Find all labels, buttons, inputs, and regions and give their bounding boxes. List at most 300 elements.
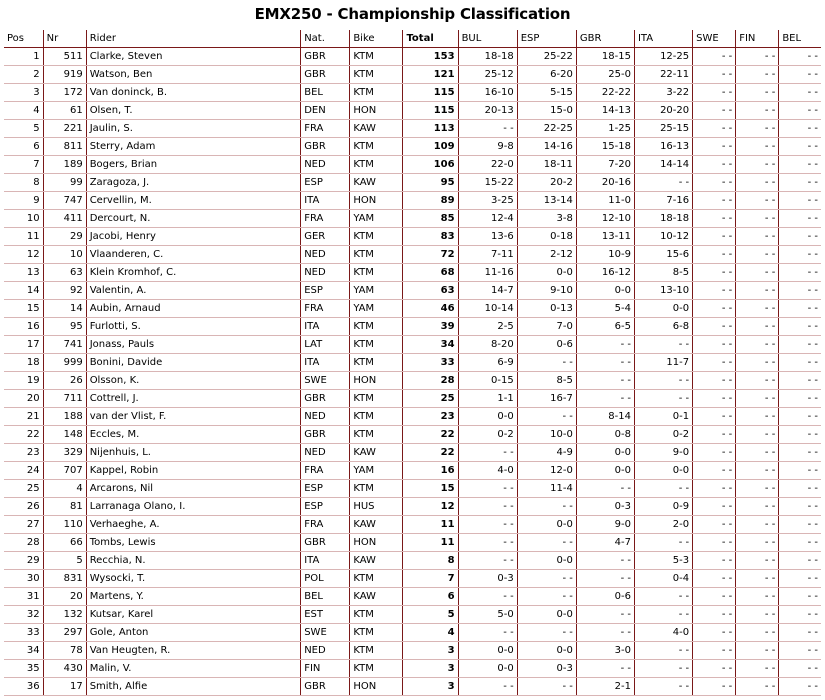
cell-fin: - - xyxy=(736,336,779,354)
table-row xyxy=(4,498,821,516)
cell-pos: 15 xyxy=(4,300,43,318)
cell-rider: Bonini, Davide xyxy=(86,354,301,372)
cell-nat: GBR xyxy=(301,138,350,156)
cell-bul: - - xyxy=(458,678,517,696)
cell-gbr: 9-0 xyxy=(576,516,634,534)
cell-bul: 0-3 xyxy=(458,570,517,588)
cell-bike: YAM xyxy=(350,282,403,300)
cell-rider: Bogers, Brian xyxy=(86,156,301,174)
cell-esp: - - xyxy=(517,570,576,588)
cell-nr: 92 xyxy=(43,282,86,300)
cell-pos: 32 xyxy=(4,606,43,624)
cell-gbr: 16-12 xyxy=(576,264,634,282)
cell-bike: KTM xyxy=(350,642,403,660)
cell-bel: - - xyxy=(779,318,821,336)
table-row xyxy=(4,66,821,84)
cell-bel: - - xyxy=(779,678,821,696)
cell-swe: - - xyxy=(693,372,736,390)
cell-rider: Wysocki, T. xyxy=(86,570,301,588)
cell-bul: - - xyxy=(458,624,517,642)
table-row xyxy=(4,102,821,120)
cell-esp: 5-15 xyxy=(517,84,576,102)
cell-esp: - - xyxy=(517,678,576,696)
cell-gbr: - - xyxy=(576,480,634,498)
table-row xyxy=(4,318,821,336)
cell-bul: - - xyxy=(458,498,517,516)
cell-fin: - - xyxy=(736,606,779,624)
cell-total: 16 xyxy=(403,462,458,480)
cell-bul: 3-25 xyxy=(458,192,517,210)
cell-nat: FRA xyxy=(301,462,350,480)
cell-bike: HON xyxy=(350,102,403,120)
cell-nat: GBR xyxy=(301,426,350,444)
cell-esp: 20-2 xyxy=(517,174,576,192)
page-title: EMX250 - Championship Classification xyxy=(254,5,571,23)
cell-bike: KAW xyxy=(350,516,403,534)
cell-bel: - - xyxy=(779,102,821,120)
cell-bul: 22-0 xyxy=(458,156,517,174)
cell-bike: HUS xyxy=(350,498,403,516)
cell-nr: 172 xyxy=(43,84,86,102)
cell-bike: KTM xyxy=(350,84,403,102)
cell-nr: 63 xyxy=(43,264,86,282)
cell-fin: - - xyxy=(736,282,779,300)
cell-total: 12 xyxy=(403,498,458,516)
cell-ita: 18-18 xyxy=(634,210,692,228)
cell-total: 5 xyxy=(403,606,458,624)
cell-rider: Kutsar, Karel xyxy=(86,606,301,624)
cell-gbr: 25-0 xyxy=(576,66,634,84)
cell-rider: Nijenhuis, L. xyxy=(86,444,301,462)
cell-bel: - - xyxy=(779,660,821,678)
column-header-bike: Bike xyxy=(350,30,403,48)
cell-fin: - - xyxy=(736,660,779,678)
cell-nr: 110 xyxy=(43,516,86,534)
cell-bel: - - xyxy=(779,588,821,606)
cell-bike: KTM xyxy=(350,660,403,678)
cell-pos: 34 xyxy=(4,642,43,660)
cell-bel: - - xyxy=(779,174,821,192)
cell-pos: 14 xyxy=(4,282,43,300)
cell-rider: Smith, Alfie xyxy=(86,678,301,696)
column-header-nat: Nat. xyxy=(301,30,350,48)
cell-gbr: 6-5 xyxy=(576,318,634,336)
cell-fin: - - xyxy=(736,300,779,318)
cell-rider: Martens, Y. xyxy=(86,588,301,606)
cell-esp: 15-0 xyxy=(517,102,576,120)
cell-swe: - - xyxy=(693,462,736,480)
cell-nat: ITA xyxy=(301,318,350,336)
cell-gbr: - - xyxy=(576,354,634,372)
cell-pos: 16 xyxy=(4,318,43,336)
cell-gbr: 0-6 xyxy=(576,588,634,606)
cell-pos: 22 xyxy=(4,426,43,444)
cell-total: 6 xyxy=(403,588,458,606)
cell-nr: 711 xyxy=(43,390,86,408)
cell-swe: - - xyxy=(693,192,736,210)
cell-nr: 511 xyxy=(43,48,86,66)
cell-fin: - - xyxy=(736,534,779,552)
cell-ita: 7-16 xyxy=(634,192,692,210)
cell-gbr: 5-4 xyxy=(576,300,634,318)
cell-ita: 5-3 xyxy=(634,552,692,570)
cell-bel: - - xyxy=(779,210,821,228)
cell-nr: 78 xyxy=(43,642,86,660)
cell-ita: 2-0 xyxy=(634,516,692,534)
cell-total: 115 xyxy=(403,102,458,120)
table-row xyxy=(4,588,821,606)
cell-bul: - - xyxy=(458,120,517,138)
cell-swe: - - xyxy=(693,426,736,444)
cell-swe: - - xyxy=(693,84,736,102)
cell-bel: - - xyxy=(779,534,821,552)
cell-swe: - - xyxy=(693,408,736,426)
cell-pos: 2 xyxy=(4,66,43,84)
cell-bel: - - xyxy=(779,264,821,282)
cell-swe: - - xyxy=(693,336,736,354)
cell-nat: ESP xyxy=(301,480,350,498)
table-row xyxy=(4,624,821,642)
cell-total: 39 xyxy=(403,318,458,336)
cell-swe: - - xyxy=(693,48,736,66)
cell-nat: NED xyxy=(301,156,350,174)
cell-pos: 26 xyxy=(4,498,43,516)
cell-nat: ITA xyxy=(301,552,350,570)
cell-esp: 2-12 xyxy=(517,246,576,264)
cell-fin: - - xyxy=(736,516,779,534)
cell-pos: 5 xyxy=(4,120,43,138)
cell-ita: 6-8 xyxy=(634,318,692,336)
cell-bul: - - xyxy=(458,516,517,534)
cell-rider: Zaragoza, J. xyxy=(86,174,301,192)
cell-swe: - - xyxy=(693,354,736,372)
cell-bike: KAW xyxy=(350,552,403,570)
table-row xyxy=(4,516,821,534)
cell-swe: - - xyxy=(693,282,736,300)
cell-rider: Jacobi, Henry xyxy=(86,228,301,246)
cell-total: 11 xyxy=(403,516,458,534)
cell-ita: 9-0 xyxy=(634,444,692,462)
cell-bul: 13-6 xyxy=(458,228,517,246)
cell-ita: 0-4 xyxy=(634,570,692,588)
cell-swe: - - xyxy=(693,210,736,228)
cell-rider: Valentin, A. xyxy=(86,282,301,300)
cell-ita: - - xyxy=(634,480,692,498)
cell-swe: - - xyxy=(693,606,736,624)
table-row xyxy=(4,246,821,264)
cell-bel: - - xyxy=(779,156,821,174)
cell-bike: KAW xyxy=(350,444,403,462)
cell-bike: KTM xyxy=(350,228,403,246)
cell-pos: 33 xyxy=(4,624,43,642)
cell-rider: Kappel, Robin xyxy=(86,462,301,480)
cell-gbr: 0-0 xyxy=(576,444,634,462)
cell-pos: 4 xyxy=(4,102,43,120)
cell-esp: - - xyxy=(517,588,576,606)
table-row xyxy=(4,354,821,372)
cell-esp: 4-9 xyxy=(517,444,576,462)
cell-fin: - - xyxy=(736,48,779,66)
cell-bul: 0-2 xyxy=(458,426,517,444)
cell-swe: - - xyxy=(693,228,736,246)
cell-ita: 15-6 xyxy=(634,246,692,264)
table-row xyxy=(4,534,821,552)
table-row xyxy=(4,48,821,66)
cell-pos: 11 xyxy=(4,228,43,246)
cell-total: 23 xyxy=(403,408,458,426)
cell-nat: FRA xyxy=(301,120,350,138)
cell-total: 72 xyxy=(403,246,458,264)
cell-esp: 12-0 xyxy=(517,462,576,480)
cell-bul: 5-0 xyxy=(458,606,517,624)
cell-nat: ESP xyxy=(301,174,350,192)
cell-esp: 11-4 xyxy=(517,480,576,498)
cell-gbr: - - xyxy=(576,552,634,570)
cell-gbr: - - xyxy=(576,390,634,408)
cell-bel: - - xyxy=(779,228,821,246)
header-row xyxy=(4,30,821,48)
cell-bul: 6-9 xyxy=(458,354,517,372)
cell-nr: 132 xyxy=(43,606,86,624)
cell-esp: 18-11 xyxy=(517,156,576,174)
cell-ita: 25-15 xyxy=(634,120,692,138)
cell-nr: 81 xyxy=(43,498,86,516)
cell-pos: 24 xyxy=(4,462,43,480)
cell-bul: 0-0 xyxy=(458,408,517,426)
cell-nr: 297 xyxy=(43,624,86,642)
cell-swe: - - xyxy=(693,516,736,534)
cell-total: 106 xyxy=(403,156,458,174)
cell-total: 34 xyxy=(403,336,458,354)
cell-bel: - - xyxy=(779,66,821,84)
cell-swe: - - xyxy=(693,66,736,84)
cell-bel: - - xyxy=(779,138,821,156)
cell-swe: - - xyxy=(693,318,736,336)
cell-bike: YAM xyxy=(350,300,403,318)
table-row xyxy=(4,552,821,570)
cell-pos: 35 xyxy=(4,660,43,678)
cell-nr: 4 xyxy=(43,480,86,498)
column-header-swe: SWE xyxy=(693,30,736,48)
cell-nr: 811 xyxy=(43,138,86,156)
cell-gbr: 0-8 xyxy=(576,426,634,444)
cell-nat: EST xyxy=(301,606,350,624)
cell-total: 33 xyxy=(403,354,458,372)
cell-ita: 10-12 xyxy=(634,228,692,246)
cell-fin: - - xyxy=(736,192,779,210)
cell-nat: NED xyxy=(301,642,350,660)
cell-nr: 919 xyxy=(43,66,86,84)
cell-total: 25 xyxy=(403,390,458,408)
cell-bike: KTM xyxy=(350,66,403,84)
cell-fin: - - xyxy=(736,408,779,426)
cell-bike: KTM xyxy=(350,390,403,408)
cell-nr: 741 xyxy=(43,336,86,354)
cell-fin: - - xyxy=(736,264,779,282)
cell-bul: 25-12 xyxy=(458,66,517,84)
cell-bike: KTM xyxy=(350,246,403,264)
table-row xyxy=(4,570,821,588)
cell-pos: 13 xyxy=(4,264,43,282)
cell-gbr: 18-15 xyxy=(576,48,634,66)
cell-swe: - - xyxy=(693,174,736,192)
cell-nat: GBR xyxy=(301,390,350,408)
cell-rider: Aubin, Arnaud xyxy=(86,300,301,318)
cell-pos: 36 xyxy=(4,678,43,696)
cell-pos: 20 xyxy=(4,390,43,408)
table-body xyxy=(4,48,821,696)
cell-esp: - - xyxy=(517,354,576,372)
cell-total: 115 xyxy=(403,84,458,102)
cell-gbr: 14-13 xyxy=(576,102,634,120)
table-row xyxy=(4,156,821,174)
cell-nr: 29 xyxy=(43,228,86,246)
cell-fin: - - xyxy=(736,156,779,174)
cell-total: 8 xyxy=(403,552,458,570)
cell-bike: KTM xyxy=(350,336,403,354)
cell-gbr: 12-10 xyxy=(576,210,634,228)
column-header-ita: ITA xyxy=(634,30,692,48)
cell-gbr: 15-18 xyxy=(576,138,634,156)
table-row xyxy=(4,336,821,354)
cell-total: 113 xyxy=(403,120,458,138)
table-row xyxy=(4,228,821,246)
cell-nr: 221 xyxy=(43,120,86,138)
table-row xyxy=(4,84,821,102)
cell-bel: - - xyxy=(779,408,821,426)
cell-rider: Tombs, Lewis xyxy=(86,534,301,552)
cell-bel: - - xyxy=(779,426,821,444)
cell-fin: - - xyxy=(736,390,779,408)
cell-esp: 0-13 xyxy=(517,300,576,318)
cell-nr: 707 xyxy=(43,462,86,480)
cell-gbr: 20-16 xyxy=(576,174,634,192)
cell-bul: - - xyxy=(458,444,517,462)
cell-pos: 23 xyxy=(4,444,43,462)
cell-bike: KTM xyxy=(350,606,403,624)
cell-swe: - - xyxy=(693,300,736,318)
cell-esp: 0-6 xyxy=(517,336,576,354)
cell-swe: - - xyxy=(693,156,736,174)
cell-rider: Gole, Anton xyxy=(86,624,301,642)
cell-gbr: - - xyxy=(576,570,634,588)
column-header-esp: ESP xyxy=(517,30,576,48)
cell-bike: HON xyxy=(350,192,403,210)
cell-swe: - - xyxy=(693,642,736,660)
cell-total: 85 xyxy=(403,210,458,228)
cell-bul: 0-0 xyxy=(458,642,517,660)
cell-bel: - - xyxy=(779,570,821,588)
cell-esp: 10-0 xyxy=(517,426,576,444)
cell-total: 153 xyxy=(403,48,458,66)
cell-bike: KTM xyxy=(350,318,403,336)
cell-nat: GBR xyxy=(301,678,350,696)
cell-rider: Vlaanderen, C. xyxy=(86,246,301,264)
cell-swe: - - xyxy=(693,102,736,120)
cell-rider: Jaulin, S. xyxy=(86,120,301,138)
cell-total: 11 xyxy=(403,534,458,552)
cell-bike: KTM xyxy=(350,624,403,642)
cell-fin: - - xyxy=(736,84,779,102)
cell-fin: - - xyxy=(736,120,779,138)
cell-nat: FRA xyxy=(301,300,350,318)
cell-nat: GBR xyxy=(301,48,350,66)
cell-bel: - - xyxy=(779,642,821,660)
cell-ita: 14-14 xyxy=(634,156,692,174)
cell-gbr: 22-22 xyxy=(576,84,634,102)
cell-swe: - - xyxy=(693,570,736,588)
cell-swe: - - xyxy=(693,534,736,552)
cell-bul: 12-4 xyxy=(458,210,517,228)
cell-bul: 1-1 xyxy=(458,390,517,408)
cell-total: 109 xyxy=(403,138,458,156)
cell-rider: Cottrell, J. xyxy=(86,390,301,408)
table-row xyxy=(4,606,821,624)
cell-rider: Jonass, Pauls xyxy=(86,336,301,354)
cell-total: 68 xyxy=(403,264,458,282)
cell-ita: 0-2 xyxy=(634,426,692,444)
cell-bike: YAM xyxy=(350,462,403,480)
cell-ita: 0-1 xyxy=(634,408,692,426)
cell-esp: 3-8 xyxy=(517,210,576,228)
table-row xyxy=(4,372,821,390)
cell-esp: - - xyxy=(517,534,576,552)
cell-fin: - - xyxy=(736,462,779,480)
cell-bel: - - xyxy=(779,84,821,102)
cell-swe: - - xyxy=(693,588,736,606)
cell-fin: - - xyxy=(736,444,779,462)
cell-fin: - - xyxy=(736,372,779,390)
cell-bel: - - xyxy=(779,192,821,210)
cell-total: 22 xyxy=(403,444,458,462)
cell-swe: - - xyxy=(693,246,736,264)
cell-bel: - - xyxy=(779,48,821,66)
table-row xyxy=(4,480,821,498)
cell-nr: 188 xyxy=(43,408,86,426)
cell-nr: 26 xyxy=(43,372,86,390)
cell-total: 63 xyxy=(403,282,458,300)
cell-bul: 0-15 xyxy=(458,372,517,390)
table-row xyxy=(4,264,821,282)
cell-total: 95 xyxy=(403,174,458,192)
cell-nr: 189 xyxy=(43,156,86,174)
cell-fin: - - xyxy=(736,678,779,696)
cell-bul: 16-10 xyxy=(458,84,517,102)
cell-esp: - - xyxy=(517,624,576,642)
cell-nr: 99 xyxy=(43,174,86,192)
cell-nat: GBR xyxy=(301,534,350,552)
cell-bike: HON xyxy=(350,534,403,552)
cell-pos: 30 xyxy=(4,570,43,588)
cell-rider: Sterry, Adam xyxy=(86,138,301,156)
cell-gbr: 0-0 xyxy=(576,462,634,480)
cell-ita: - - xyxy=(634,534,692,552)
cell-pos: 1 xyxy=(4,48,43,66)
cell-nat: NED xyxy=(301,444,350,462)
cell-pos: 28 xyxy=(4,534,43,552)
cell-bike: HON xyxy=(350,678,403,696)
cell-ita: 13-10 xyxy=(634,282,692,300)
cell-ita: 22-11 xyxy=(634,66,692,84)
cell-nat: LAT xyxy=(301,336,350,354)
cell-gbr: 13-11 xyxy=(576,228,634,246)
cell-bel: - - xyxy=(779,372,821,390)
cell-gbr: 1-25 xyxy=(576,120,634,138)
cell-bel: - - xyxy=(779,282,821,300)
cell-fin: - - xyxy=(736,354,779,372)
cell-rider: Van doninck, B. xyxy=(86,84,301,102)
table-row xyxy=(4,660,821,678)
